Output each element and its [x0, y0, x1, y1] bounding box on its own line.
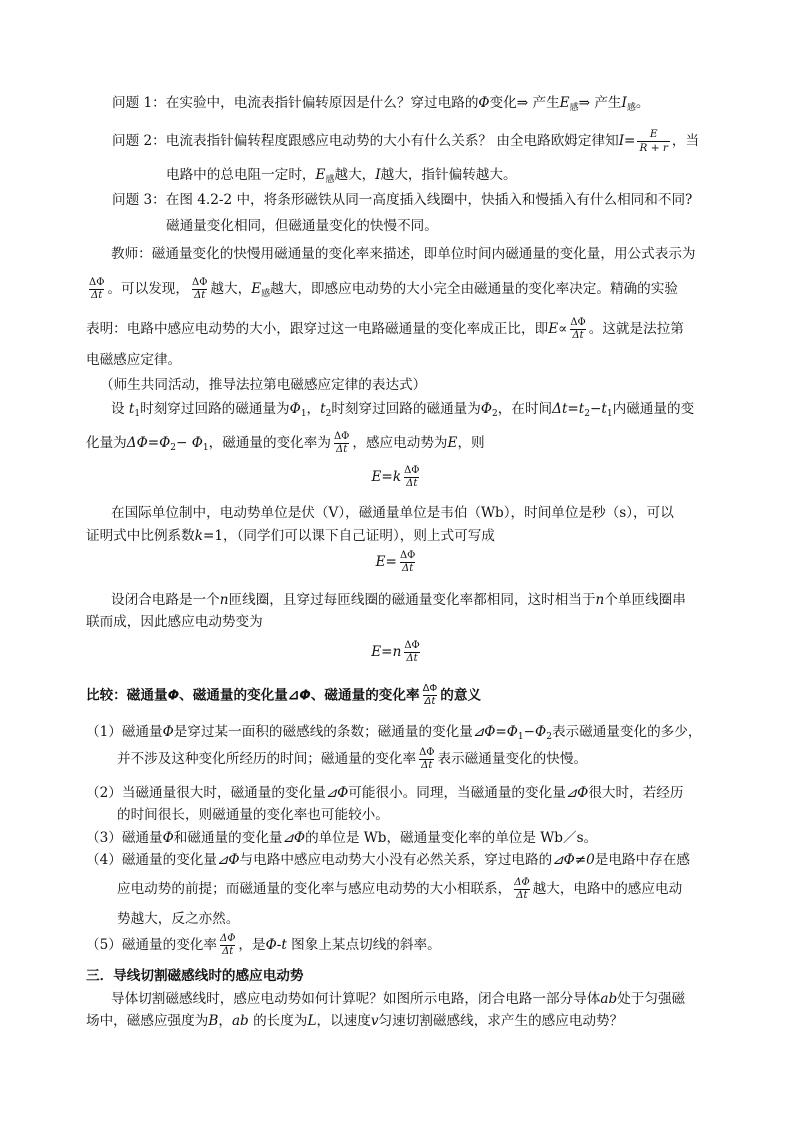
question-3-answer: 磁通量变化相同，但磁通量变化的快慢不同。	[166, 218, 438, 234]
question-2-line-2: 电路中的总电阻一定时，$E_感$越大，I越大，指针偏转越大。	[166, 167, 517, 185]
list-item-5: （5）磁通量的变化率 $\frac{\Delta\Phi}{\Delta t}$ ，是Φ-t 图象上某点切线的斜率。	[86, 933, 441, 957]
question-1: 问题 1：在实验中，电流表指针偏转原因是什么？穿过电路的Φ变化⇒ 产生$E_感\Rightarrow$ 产生$I_感$。	[112, 95, 650, 113]
list-item-1: （1）磁通量Φ是穿过某一面积的磁感线的条数；磁通量的变化量$⊿\Phi=\Phi_1-\Phi_2$表示磁通量变化的多少，	[86, 724, 702, 742]
compare-heading: 比较：磁通量Φ、磁通量的变化量⊿Φ、磁通量的变化率 $\frac{\Delta\Phi}{\Delta t}$ 的意义	[86, 683, 482, 707]
teacher-line-1: 教师：磁通量变化的快慢用磁通量的变化率来描述，即单位时间内磁通量的变化量，用公式表示为	[111, 246, 696, 262]
equation-e-equals-k: E=k $\frac{\Delta\Phi}{\Delta t}$	[371, 465, 420, 489]
equation-e-equals-n: E=n $\frac{\Delta\Phi}{\Delta t}$	[371, 640, 420, 664]
teacher-line-4: 电磁感应定律。	[86, 352, 182, 368]
question-3: 问题 3：在图 4.2-2 中，将条形磁铁从同一高度插入线圈中，快插入和慢插入有什么相同和不同?	[112, 192, 693, 208]
fraction-dphi-dt: $\frac{\Delta\Phi}{\Delta t}$	[191, 277, 208, 301]
equation-e-equals: E= $\frac{\Delta\Phi}{\Delta t}$	[375, 550, 416, 574]
teacher-line-2: $\frac{\Delta\Phi}{\Delta t}$ 。可以发现， $\frac{\Delta\Phi}{\Delta t}$ 越大，$E_感$越大，即感应电动势的大小完全由磁通量的变化率决定。精确的实验	[89, 277, 678, 301]
fraction-dphi-dt: $\frac{\Delta\Phi}{\Delta t}$	[570, 317, 586, 341]
activity-note: （师生共同活动，推导法拉第电磁感应定律的表达式）	[100, 377, 427, 393]
q3-label: 问题 3：	[112, 192, 166, 208]
section-3-title: 三．导线切割磁感线时的感应电动势	[86, 968, 304, 984]
si-line-1: 在国际单位制中，电动势单位是伏（V），磁通量单位是韦伯（Wb），时间单位是秒（s），可以	[111, 505, 674, 521]
si-line-2: 证明式中比例系数k=1，（同学们可以课下自己证明），则上式可写成	[86, 528, 495, 544]
list-item-4-cont: 应电动势的前提；而磁通量的变化率与感应电动势的大小相联系， $\frac{\Delta\Phi}{\Delta t}$ 越大，电路中的感应电动	[117, 877, 683, 901]
setup-line-1: 设 $t_1$时刻穿过回路的磁通量为$\Phi_1$，$t_2$时刻穿过回路的磁通量为$\Phi_2$，在时间$\Delta t=t_2-t_1$内磁通量的变	[111, 401, 695, 419]
fraction-dphi-dt: $\frac{\Delta\Phi}{\Delta t}$	[333, 431, 350, 455]
teacher-line-3: 表明：电路中感应电动势的大小，跟穿过这一电路磁通量的变化率成正比，即E∝ $\frac{\Delta\Phi}{\Delta t}$ 。这就是法拉第	[86, 317, 684, 341]
list-item-2-cont: 的时间很长，则磁通量的变化率也可能较小。	[117, 807, 389, 823]
question-2: 问题 2：电流表指针偏转程度跟感应电动势的大小有什么关系？ 由全电路欧姆定律知I= $\frac{E}{R + r}$ ，当	[112, 128, 700, 154]
list-item-3: （3）磁通量Φ和磁通量的变化量⊿Φ的单位是 Wb，磁通量变化率的单位是 Wb／s。	[86, 830, 598, 846]
list-item-4-cont-2: 势越大，反之亦然。	[117, 911, 240, 927]
coil-line-1: 设闭合电路是一个n匝线圈，且穿过每匝线圈的磁通量变化率都相同，这时相当于n个单匝线圈串	[111, 592, 686, 608]
q2-label: 问题 2：	[112, 133, 166, 149]
fraction-dphi-dt: $\frac{\Delta\Phi}{\Delta t}$	[89, 277, 105, 301]
list-item-4: （4）磁通量的变化量⊿Φ与电路中感应电动势大小没有必然关系，穿过电路的⊿Φ≠0是电路中存在感	[86, 852, 690, 868]
coil-line-2: 联而成，因此感应电动势变为	[86, 614, 263, 630]
list-item-1-cont: 并不涉及这种变化所经历的时间；磁通量的变化率 $\frac{\Delta\Phi}{\Delta t}$ 表示磁通量变化的快慢。	[117, 747, 588, 771]
setup-line-2: 化量为$\Delta\Phi=\Phi_2- \Phi_1$，磁通量的变化率为 $\frac{\Delta\Phi}{\Delta t}$ ，感应电动势为E，则	[86, 431, 485, 455]
q1-label: 问题 1：	[112, 95, 166, 111]
list-item-2: （2）当磁通量很大时，磁通量的变化量⊿Φ可能很小。同理，当磁通量的变化量⊿Φ很大时，若经历	[86, 785, 684, 801]
section-3-line-1: 导体切割磁感线时，感应电动势如何计算呢？如图所示电路，闭合电路一部分导体ab处于匀强磁	[111, 991, 686, 1007]
section-3-line-2: 场中，磁感应强度为B，ab 的长度为L，以速度v匀速切割磁感线，求产生的感应电动势？	[86, 1013, 624, 1029]
fraction-e-over-r: $\frac{E}{R + r}$	[639, 128, 668, 154]
